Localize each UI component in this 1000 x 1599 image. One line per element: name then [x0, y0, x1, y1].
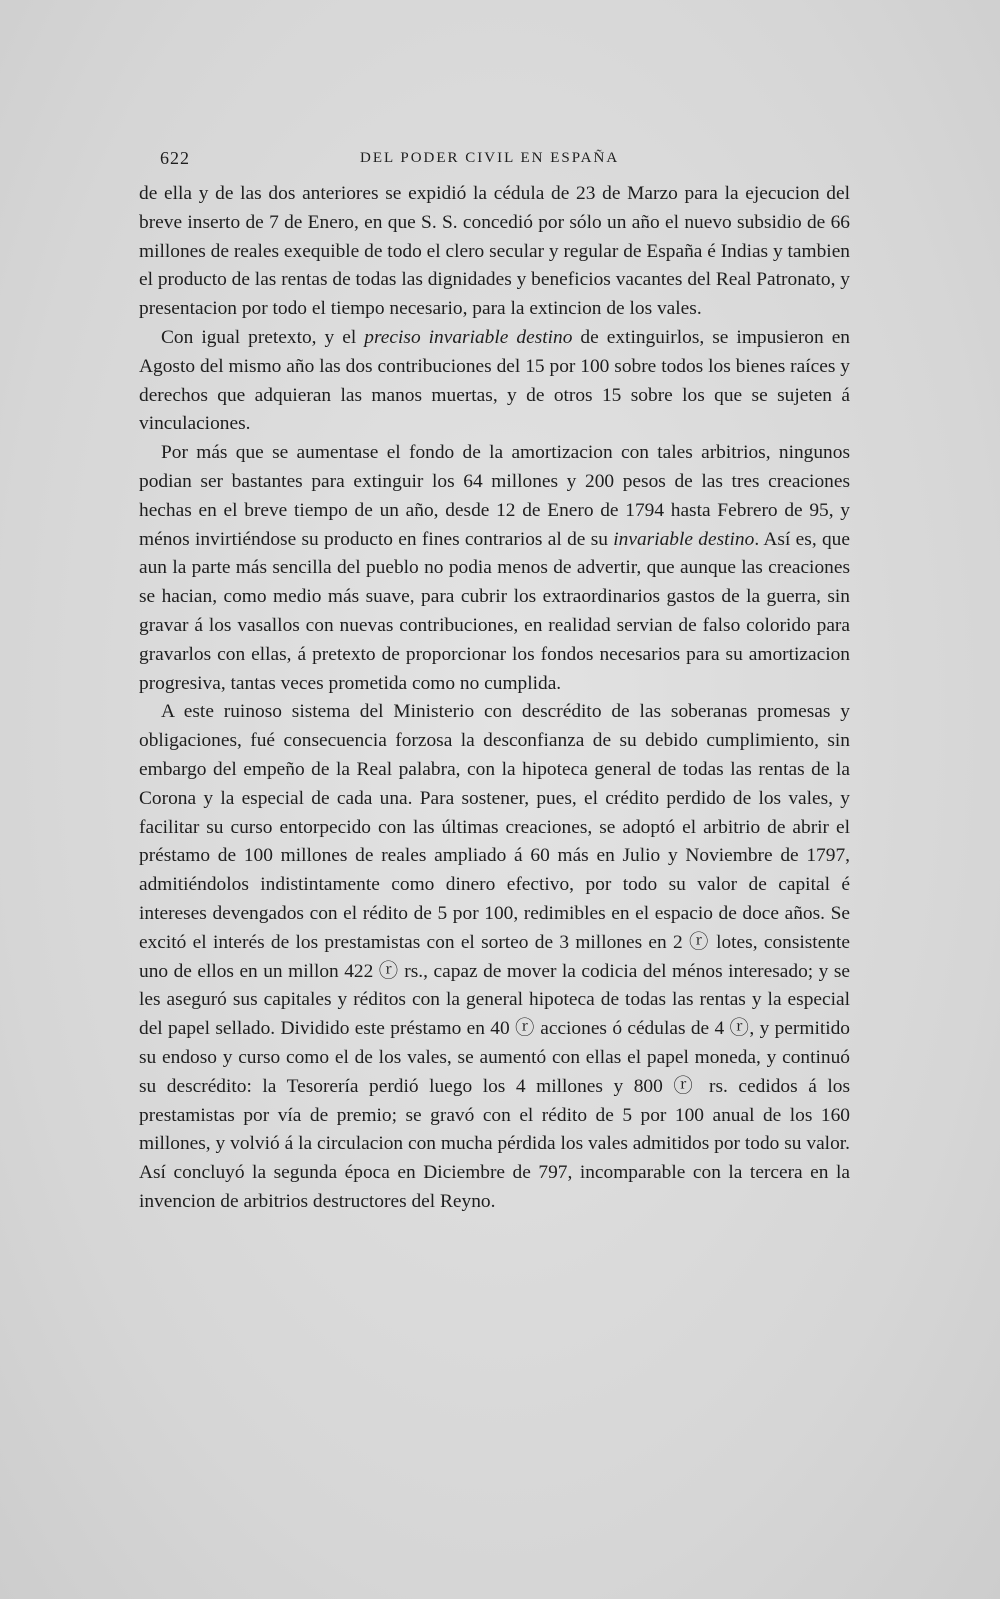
page-number: 622 [160, 148, 190, 168]
running-header [160, 148, 850, 172]
body-text [139, 180, 850, 1217]
paragraph-1-text: de ella y de las dos anteriores se expidió la cédula de 23 de Marzo para la ejecucion del breve inserto de 7 de Enero, en que S. S. concedió por sólo un año el nuevo subsidio de 66 millones de reales exequible de todo el clero secular y regular de España é Indias y tambien el producto de las rentas de todas las dignidades y beneficios vacantes del Real Patronato, y presentacion por todo el tiempo necesario, para la extincion de los vales. [139, 183, 850, 320]
paragraph-2-text-start: Con igual pretexto, y el [161, 326, 365, 348]
paragraph-4-text: A este ruinoso sistema del Ministerio con descrédito de las soberanas promesas y obligaciones, fué consecuencia forzosa la desconfianza de su debido cumplimiento, sin embargo del empeño de la Real palabra, con la hipoteca general de todas las rentas de la Corona y la especial de cada una. Para sostener, pues, el crédito perdido de los vales, y facilitar su curso entorpecido con las últimas creaciones, se adoptó el arbitrio de abrir el préstamo de 100 millones de reales ampliado á 60 más en Julio y Noviembre de 1797, admitiéndolos indistintamente como dinero efectivo, por todo su valor de capital é intereses devengados con el rédito de 5 por 100, redimibles en el espacio de doce años. Se excitó el interés de los prestamistas con el sorteo de 3 millones en 2 ⓡ lotes, consistente uno de ellos en un millon 422 ⓡ rs., capaz de mover la codicia del ménos interesado; y se les aseguró sus capitales y réditos con la general hipoteca de todas las rentas y la especial del papel sellado. Dividido este préstamo en 40 ⓡ acciones ó cédulas de 4 ⓡ, y permitido su endoso y curso como el de los vales, se aumentó con ellas el papel moneda, y continuó su descrédito: la Tesorería perdió luego los 4 millones y 800 ⓡ rs. cedidos á los prestamistas por vía de premio; se gravó con el rédito de 5 por 100 anual de los 160 millones, y volvió á la circulacion con mucha pérdida los vales admitidos por todo su valor. Así concluyó la segunda época en Diciembre de 797, incomparable con la tercera en la invencion de arbitrios destructores del Reyno. [139, 701, 850, 1212]
paragraph-4 [139, 698, 850, 1216]
running-title: DEL PODER CIVIL EN ESPAÑA [360, 150, 620, 166]
paragraph-3-text-end: . Así es, que aun la parte más sencilla del pueblo no podia menos de advertir, que aunque las creaciones se hacian, como medio más suave, para cubrir los extraordinarios gastos de la guerra, sin gravar á los vasallos con nuevas contribuciones, en realidad servian de falso colorido para gravarlos con ellas, á pretexto de proporcionar los fondos necesarios para su amortizacion progresiva, tantas veces prometida como no cumplida. [139, 528, 850, 694]
paragraph-3-text-start: Por más que se aumentase el fondo de la amortizacion con tales arbitrios, ningunos podian ser bastantes para extinguir los 64 millones y 200 pesos de las tres creaciones hechas en el breve tiempo de un año, desde 12 de Enero de 1794 hasta Febrero de 95, y ménos invirtiéndose su producto en fines contrarios al de su [139, 442, 850, 550]
paragraph-3 [139, 439, 850, 698]
paragraph-2-text-end: de extinguirlos, se impusieron en Agosto del mismo año las dos contribuciones del 15 por 100 sobre todos los bienes raíces y derechos que adquieran las manos muertas, y de otros 15 sobre los que se sujeten á vinculaciones. [139, 326, 850, 435]
paragraph-1 [139, 180, 850, 324]
paragraph-3-italic-phrase: invariable destino [613, 528, 755, 550]
paragraph-2-italic-phrase: preciso invariable destino [364, 326, 573, 348]
paragraph-2 [139, 324, 850, 439]
